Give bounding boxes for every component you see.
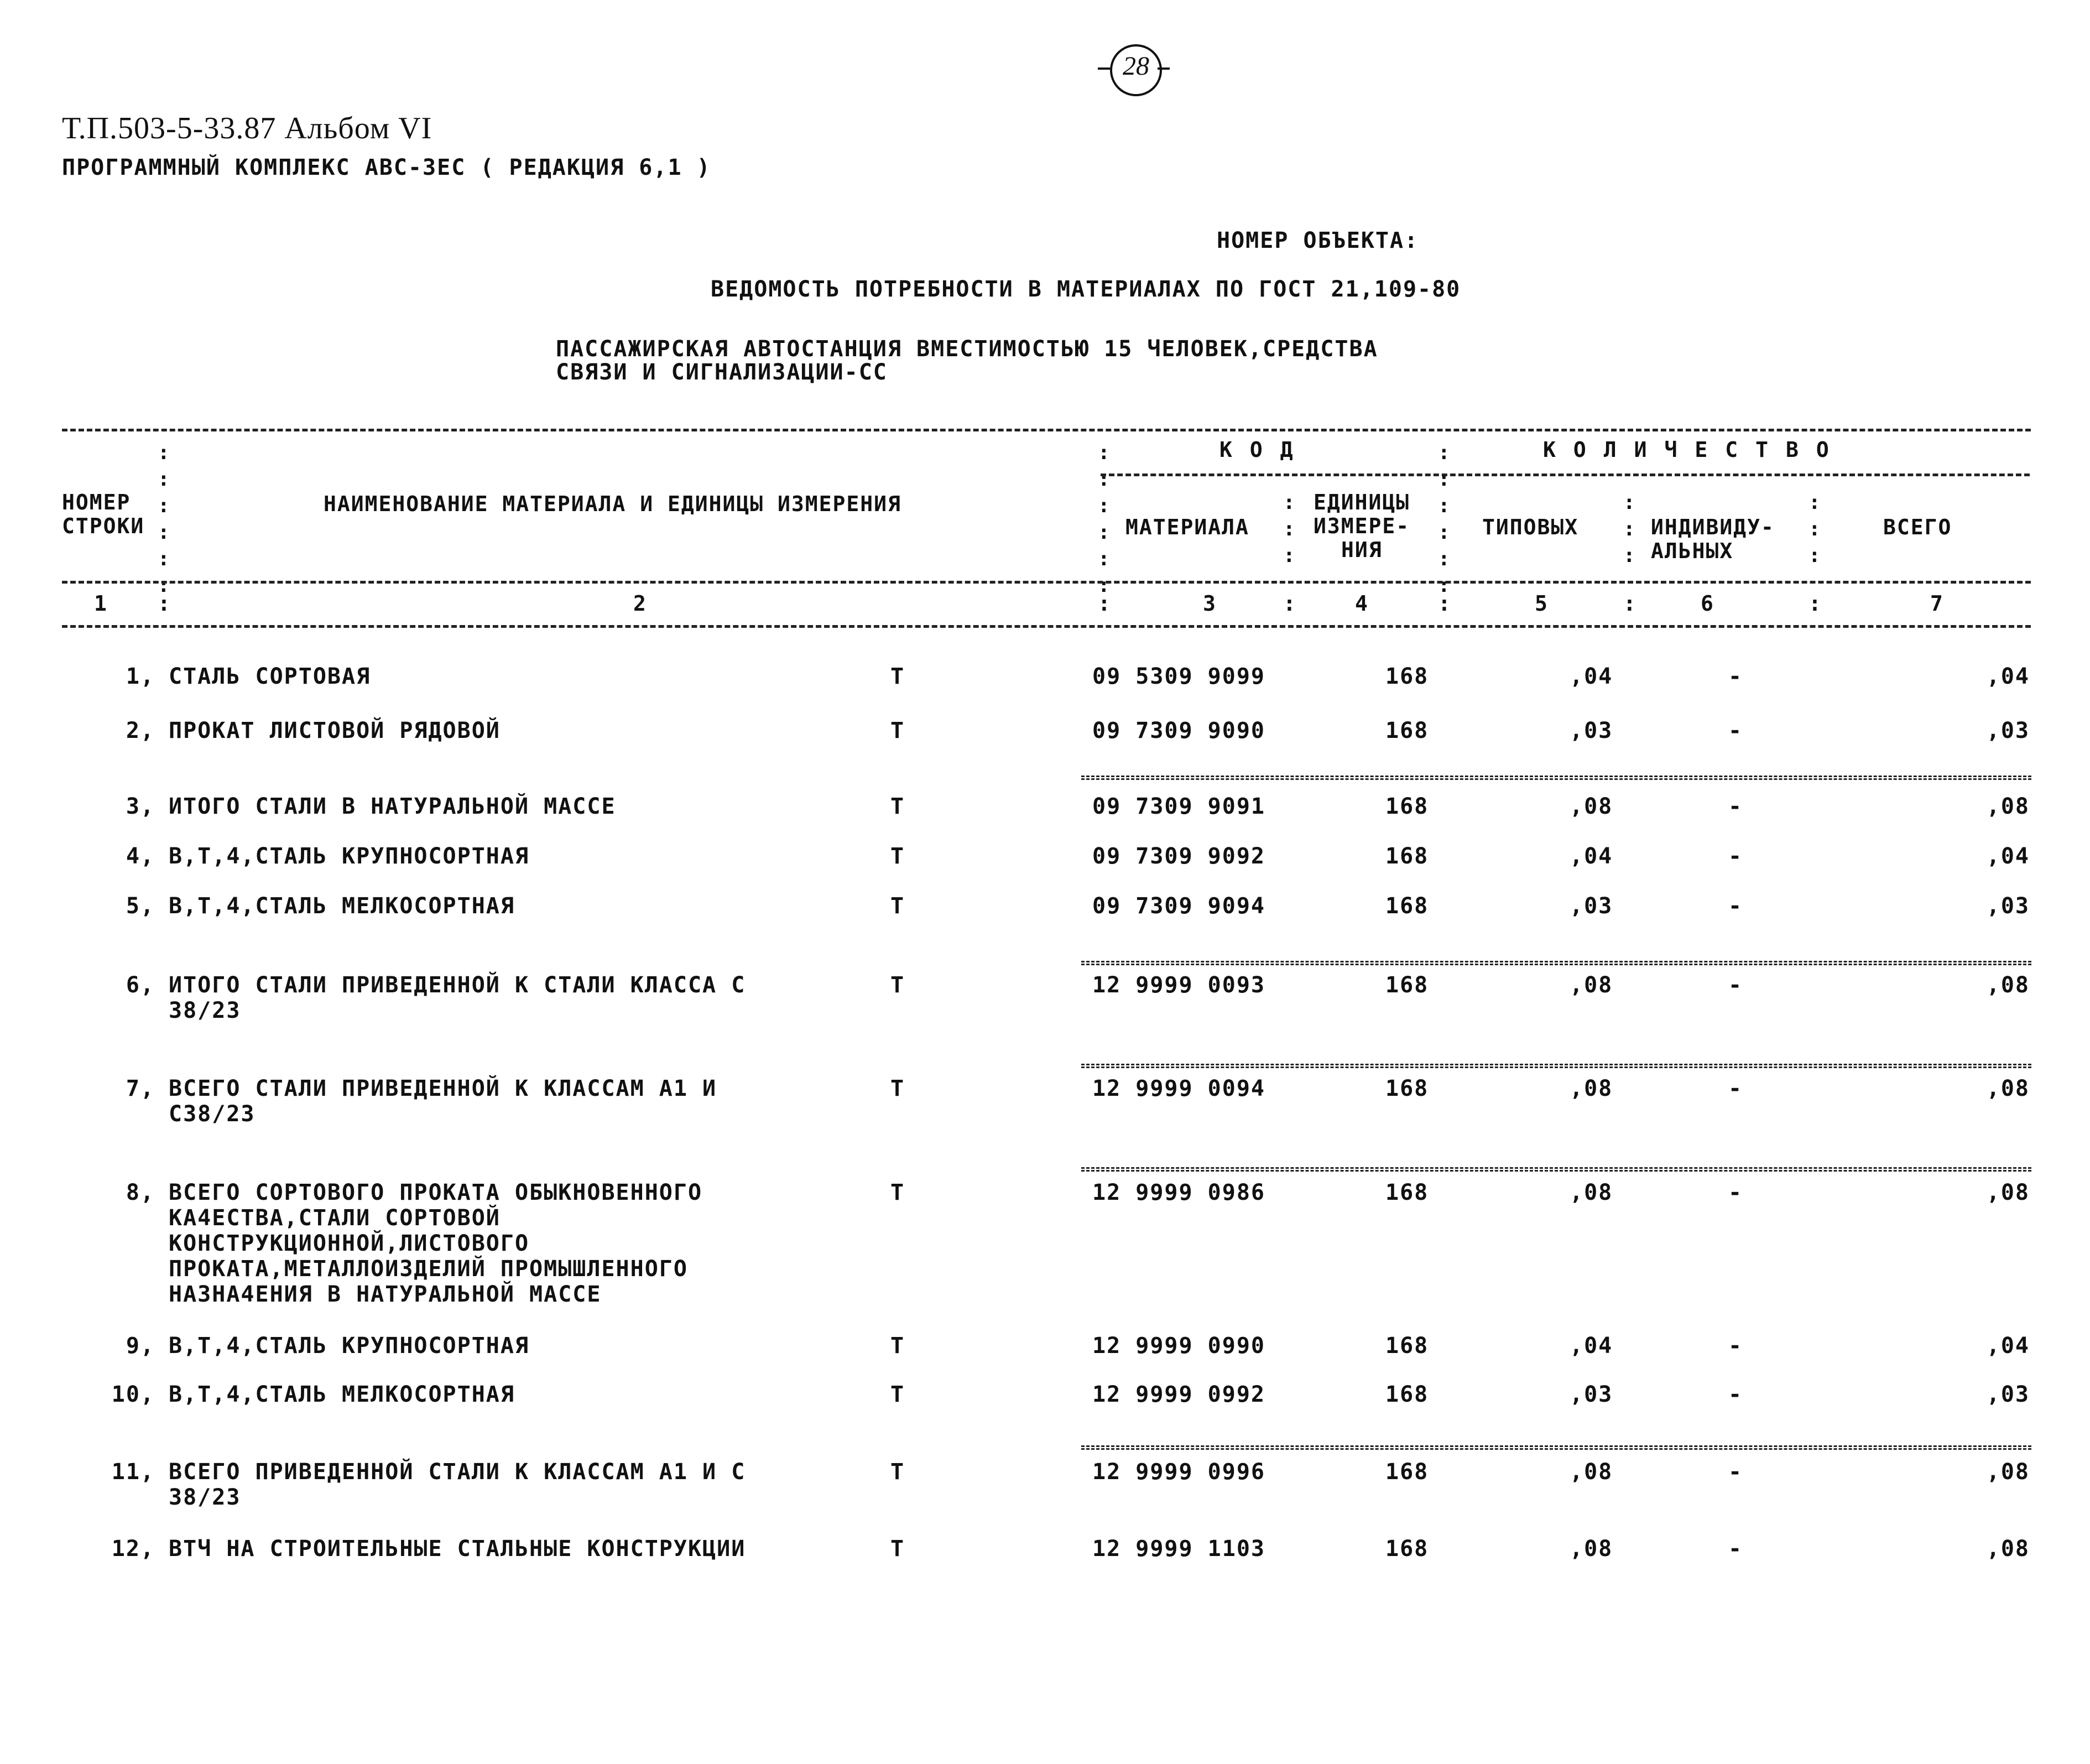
unit-code: 168 xyxy=(1385,1382,1429,1407)
unit-code: 168 xyxy=(1385,718,1429,743)
material-name: СТАЛЬ СОРТОВАЯ xyxy=(169,664,371,689)
measure-unit: Т xyxy=(890,1180,905,1205)
header-material-code: МАТЕРИАЛА xyxy=(1125,515,1249,539)
material-code: 12 9999 0094 xyxy=(1092,1076,1265,1101)
qty-total: ,03 xyxy=(1986,893,2030,919)
qty-individual: - xyxy=(1728,1076,1743,1101)
header-total: ВСЕГО xyxy=(1883,515,1952,539)
header-bottom-rule xyxy=(62,625,2031,628)
subtotal-rule xyxy=(1081,961,2031,965)
material-code: 09 7309 9094 xyxy=(1092,893,1265,919)
document-title: ВЕДОМОСТЬ ПОТРЕБНОСТИ В МАТЕРИАЛАХ ПО ГОСТ 21,109-80 xyxy=(711,277,1461,302)
object-number-label: НОМЕР ОБЪЕКТА: xyxy=(1217,228,1419,253)
col-number-1: 1 xyxy=(94,591,108,616)
header-unit-3: НИЯ xyxy=(1341,538,1383,562)
material-code: 12 9999 0996 xyxy=(1092,1459,1265,1485)
row-number: 7, xyxy=(126,1076,155,1101)
qty-total: ,03 xyxy=(1986,718,2030,743)
col-number-5: 5 xyxy=(1535,591,1549,616)
row-number: 5, xyxy=(126,893,155,919)
row-number: 8, xyxy=(126,1180,155,1205)
qty-individual: - xyxy=(1728,1459,1743,1485)
material-code: 12 9999 0986 xyxy=(1092,1180,1265,1205)
col-number-4: 4 xyxy=(1355,591,1369,616)
qty-typical: ,08 xyxy=(1570,972,1613,998)
qty-individual: - xyxy=(1728,972,1743,998)
qty-individual: - xyxy=(1728,1180,1743,1205)
material-code: 12 9999 0992 xyxy=(1092,1382,1265,1407)
unit-code: 168 xyxy=(1385,1536,1429,1562)
unit-code: 168 xyxy=(1385,664,1429,689)
unit-code: 168 xyxy=(1385,893,1429,919)
measure-unit: Т xyxy=(890,1536,905,1562)
qty-total: ,08 xyxy=(1986,972,2030,998)
row-number: 2, xyxy=(126,718,155,743)
measure-unit: Т xyxy=(890,893,905,919)
unit-code: 168 xyxy=(1385,972,1429,998)
material-name: ВТЧ НА СТРОИТЕЛЬНЫЕ СТАЛЬНЫЕ КОНСТРУКЦИИ xyxy=(169,1536,746,1562)
header-group-rule xyxy=(1101,473,2030,476)
header-typical: ТИПОВЫХ xyxy=(1482,515,1579,539)
header-row-number-1: НОМЕР xyxy=(62,490,131,514)
row-number: 11, xyxy=(111,1459,155,1485)
unit-code: 168 xyxy=(1385,1076,1429,1101)
header-row-number-2: СТРОКИ xyxy=(62,514,145,538)
col-separator: : xyxy=(1438,591,1452,616)
material-name: ВСЕГО СТАЛИ ПРИВЕДЕННОЙ К КЛАССАМ А1 И С38/23 xyxy=(169,1076,717,1127)
qty-typical: ,04 xyxy=(1570,844,1613,869)
col-separator: : xyxy=(1283,591,1297,616)
subtotal-rule xyxy=(1081,1167,2031,1172)
qty-individual: - xyxy=(1728,1536,1743,1562)
qty-typical: ,03 xyxy=(1570,1382,1613,1407)
col-number-2: 2 xyxy=(633,591,647,616)
col-number-6: 6 xyxy=(1701,591,1714,616)
qty-individual: - xyxy=(1728,718,1743,743)
project-subtitle-line-1: ПАССАЖИРСКАЯ АВТОСТАНЦИЯ ВМЕСТИМОСТЬЮ 15 ЧЕЛОВЕК,СРЕДСТВА xyxy=(556,336,1378,362)
qty-individual: - xyxy=(1728,794,1743,819)
col-separator: : xyxy=(158,591,171,616)
header-mid-rule xyxy=(62,581,2031,584)
qty-typical: ,08 xyxy=(1570,1076,1613,1101)
col-separator: : : : xyxy=(1283,491,1295,567)
measure-unit: Т xyxy=(890,1076,905,1101)
row-number: 10, xyxy=(111,1382,155,1407)
header-code-group: КОД xyxy=(1219,438,1311,462)
qty-total: ,04 xyxy=(1986,664,2030,689)
row-number: 4, xyxy=(126,844,155,869)
measure-unit: Т xyxy=(890,844,905,869)
qty-total: ,04 xyxy=(1986,1333,2030,1359)
qty-typical: ,03 xyxy=(1570,718,1613,743)
header-top-rule xyxy=(62,429,2031,431)
material-name: ИТОГО СТАЛИ В НАТУРАЛЬНОЙ МАССЕ xyxy=(169,794,616,819)
measure-unit: Т xyxy=(890,1333,905,1359)
project-subtitle-line-2: СВЯЗИ И СИГНАЛИЗАЦИИ-СС xyxy=(556,360,888,385)
col-separator: : : : xyxy=(1808,491,1821,567)
row-number: 9, xyxy=(126,1333,155,1359)
col-separator: : : : : : : xyxy=(1098,441,1110,597)
measure-unit: Т xyxy=(890,794,905,819)
col-separator: : xyxy=(1098,591,1112,616)
row-number: 3, xyxy=(126,794,155,819)
material-code: 12 9999 1103 xyxy=(1092,1536,1265,1562)
page-number xyxy=(1098,44,1170,100)
qty-individual: - xyxy=(1728,1333,1743,1359)
row-number: 12, xyxy=(111,1536,155,1562)
material-code: 12 9999 0093 xyxy=(1092,972,1265,998)
row-number: 1, xyxy=(126,664,155,689)
qty-total: ,08 xyxy=(1986,1536,2030,1562)
subtotal-rule xyxy=(1081,776,2031,780)
material-name: В,Т,4,СТАЛЬ КРУПНОСОРТНАЯ xyxy=(169,1333,530,1359)
measure-unit: Т xyxy=(890,972,905,998)
material-code: 09 7309 9090 xyxy=(1092,718,1265,743)
unit-code: 168 xyxy=(1385,1459,1429,1485)
material-name: В,Т,4,СТАЛЬ КРУПНОСОРТНАЯ xyxy=(169,844,530,869)
header-unit-1: ЕДИНИЦЫ xyxy=(1314,490,1410,514)
subtotal-rule xyxy=(1081,1064,2031,1068)
qty-typical: ,08 xyxy=(1570,1536,1613,1562)
unit-code: 168 xyxy=(1385,794,1429,819)
qty-total: ,08 xyxy=(1986,1076,2030,1101)
col-number-3: 3 xyxy=(1203,591,1217,616)
qty-total: ,03 xyxy=(1986,1382,2030,1407)
col-separator: : : : : : : xyxy=(158,441,170,597)
material-name: В,Т,4,СТАЛЬ МЕЛКОСОРТНАЯ xyxy=(169,1382,515,1407)
material-code: 09 5309 9099 xyxy=(1092,664,1265,689)
qty-typical: ,04 xyxy=(1570,664,1613,689)
material-name: ПРОКАТ ЛИСТОВОЙ РЯДОВОЙ xyxy=(169,718,501,743)
unit-code: 168 xyxy=(1385,1333,1429,1359)
material-name: ВСЕГО СОРТОВОГО ПРОКАТА ОБЫКНОВЕННОГО КА4ЕСТВА,СТАЛИ СОРТОВОЙ КОНСТРУКЦИОННОЙ,ЛИСТОВОГО ПРОКАТА,МЕТАЛЛОИЗДЕЛИЙ ПРОМЫШЛЕННОГО НАЗНА4ЕНИЯ В НАТУРАЛЬНОЙ МАССЕ xyxy=(169,1180,703,1307)
qty-total: ,08 xyxy=(1986,1180,2030,1205)
col-number-7: 7 xyxy=(1930,591,1944,616)
qty-total: ,04 xyxy=(1986,844,2030,869)
qty-individual: - xyxy=(1728,844,1743,869)
software-version-line: ПРОГРАММНЫЙ КОМПЛЕКС АВС-ЗЕС ( РЕДАКЦИЯ 6,1 ) xyxy=(62,155,711,180)
measure-unit: Т xyxy=(890,718,905,743)
qty-total: ,08 xyxy=(1986,1459,2030,1485)
page-number-value: 28 xyxy=(1123,51,1149,81)
qty-typical: ,08 xyxy=(1570,1180,1613,1205)
qty-individual: - xyxy=(1728,893,1743,919)
col-separator: : xyxy=(1623,591,1637,616)
measure-unit: Т xyxy=(890,1382,905,1407)
unit-code: 168 xyxy=(1385,1180,1429,1205)
col-separator: : : : xyxy=(1623,491,1635,567)
row-number: 6, xyxy=(126,972,155,998)
material-code: 09 7309 9092 xyxy=(1092,844,1265,869)
material-code: 09 7309 9091 xyxy=(1092,794,1265,819)
subtotal-rule xyxy=(1081,1445,2031,1450)
header-quantity-group: КОЛИЧЕСТВО xyxy=(1543,438,1847,462)
measure-unit: Т xyxy=(890,1459,905,1485)
qty-typical: ,04 xyxy=(1570,1333,1613,1359)
col-separator: : : : : : : xyxy=(1438,441,1450,597)
unit-code: 168 xyxy=(1385,844,1429,869)
header-unit-2: ИЗМЕРЕ- xyxy=(1314,514,1410,538)
qty-typical: ,08 xyxy=(1570,794,1613,819)
material-name: ВСЕГО ПРИВЕДЕННОЙ СТАЛИ К КЛАССАМ А1 И С 38/23 xyxy=(169,1459,746,1510)
album-reference: Т.П.503-5-33.87 Альбом VI xyxy=(62,111,432,145)
qty-individual: - xyxy=(1728,1382,1743,1407)
header-individual-2: АЛЬНЫХ xyxy=(1651,539,1734,563)
qty-typical: ,08 xyxy=(1570,1459,1613,1485)
measure-unit: Т xyxy=(890,664,905,689)
material-name: ИТОГО СТАЛИ ПРИВЕДЕННОЙ К СТАЛИ КЛАССА С 38/23 xyxy=(169,972,746,1023)
qty-individual: - xyxy=(1728,664,1743,689)
qty-typical: ,03 xyxy=(1570,893,1613,919)
header-individual-1: ИНДИВИДУ- xyxy=(1651,515,1775,539)
material-code: 12 9999 0990 xyxy=(1092,1333,1265,1359)
qty-total: ,08 xyxy=(1986,794,2030,819)
col-separator: : xyxy=(1808,591,1822,616)
header-material-name: НАИМЕНОВАНИЕ МАТЕРИАЛА И ЕДИНИЦЫ ИЗМЕРЕНИЯ xyxy=(324,492,901,516)
material-name: В,Т,4,СТАЛЬ МЕЛКОСОРТНАЯ xyxy=(169,893,515,919)
